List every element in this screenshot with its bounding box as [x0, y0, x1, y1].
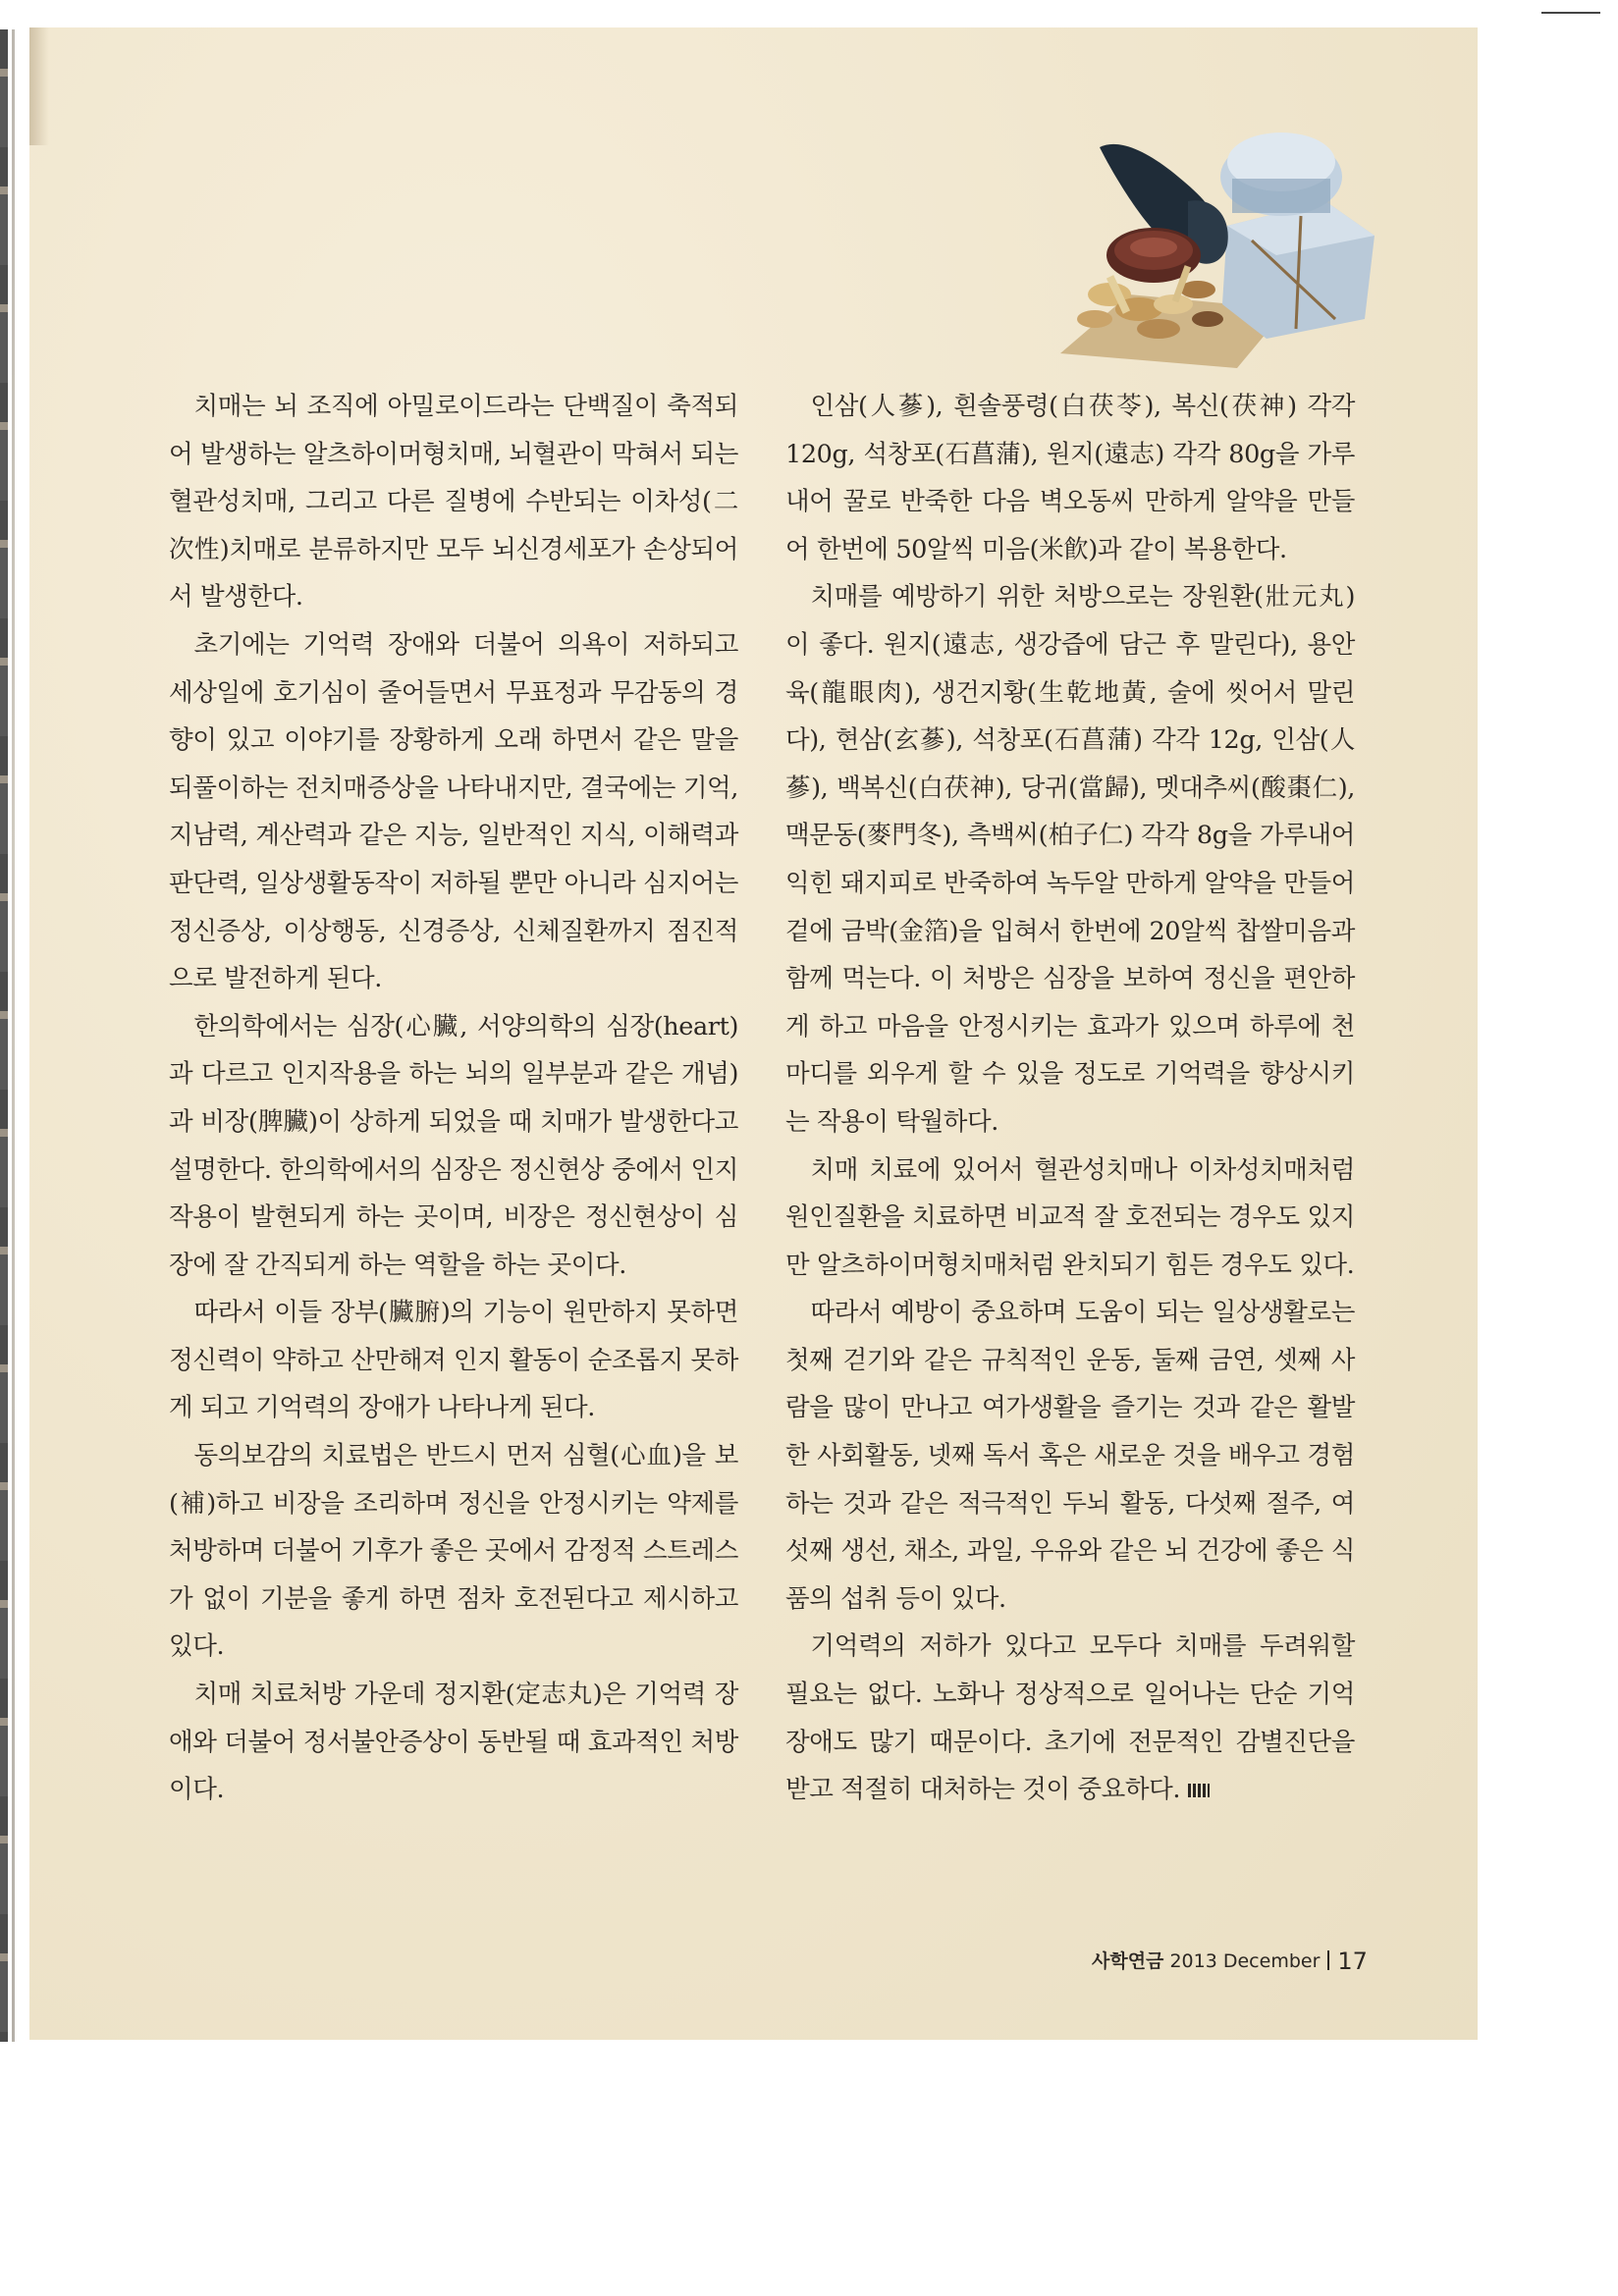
- scan-binding-shadow: [12, 29, 15, 2042]
- page-footer: [1092, 1947, 1368, 1975]
- paragraph: 치매는 뇌 조직에 아밀로이드라는 단백질이 축적되어 발생하는 알츠하이머형치매, 뇌혈관이 막혀서 되는 혈관성치매, 그리고 다른 질병에 수반되는 이차성(二次性)치매로 분류하지만 모두 뇌신경세포가 손상되어서 발생한다.: [169, 392, 738, 613]
- page-number: 17: [1337, 1948, 1368, 1975]
- article-right-column: [785, 383, 1355, 1814]
- paragraph-text: 기억력의 저하가 있다고 모두다 치매를 두려워할 필요는 없다. 노화나 정상적으로 일어나는 단순 기억장애도 많기 때문이다. 초기에 전문적인 감별진단을 받고 적절히 대처하는 것이 중요하다.: [785, 1631, 1355, 1805]
- paragraph: 치매 치료에 있어서 혈관성치매나 이차성치매처럼 원인질환을 치료하면 비교적 잘 호전되는 경우도 있지만 알츠하이머형치매처럼 완치되기 힘든 경우도 있다.: [785, 1154, 1355, 1280]
- footer-divider: [1327, 1950, 1329, 1970]
- paragraph: 동의보감의 치료법은 반드시 먼저 심혈(心血)을 보(補)하고 비장을 조리하며 정신을 안정시키는 약제를 처방하며 더불어 기후가 좋은 곳에서 감정적 스트레스가 없이 기분을 좋게 하면 점차 호전된다고 제시하고 있다.: [169, 1441, 738, 1662]
- herb-illustration: [1041, 108, 1394, 373]
- paragraph: 초기에는 기억력 장애와 더불어 의욕이 저하되고 세상일에 호기심이 줄어들면서 무표정과 무감동의 경향이 있고 이야기를 장황하게 오래 하면서 같은 말을 되풀이하는 전치매증상을 나타내지만, 결국에는 기억, 지남력, 계산력과 같은 지능, 일반적인 지식, 이해력과 판단력, 일상생활동작이 저하될 뿐만 아니라 심지어는 정신증상, 이상행동, 신경증상, 신체질환까지 점진적으로 발전하게 된다.: [169, 629, 738, 994]
- paragraph: 치매를 예방하기 위한 처방으로는 장원환(壯元丸)이 좋다. 원지(遠志, 생강즙에 담근 후 말린다), 용안육(龍眼肉), 생건지황(生乾地黃, 술에 씻어서 말린다), 현삼(玄蔘), 석창포(石菖蒲) 각각 12g, 인삼(人蔘), 백복신(白茯神), 당귀(當歸), 멧대추씨(酸棗仁), 맥문동(麥門冬), 측백씨(柏子仁) 각각 8g을 가루내어 익힌 돼지피로 반죽하여 녹두알 만하게 알약을 만들어 겉에 금박(金箔)을 입혀서 한번에 20알씩 찹쌀미음과 함께 먹는다. 이 처방은 심장을 보하여 정신을 편안하게 하고 마음을 안정시키는 효과가 있으며 하루에 천 마디를 외우게 할 수 있을 정도로 기억력을 향상시키는 작용이 탁월하다.: [785, 582, 1355, 1137]
- scan-corner-mark: [1541, 12, 1600, 14]
- magazine-name: 사학연금: [1092, 1950, 1164, 1972]
- paragraph: 따라서 이들 장부(臟腑)의 기능이 원만하지 못하면 정신력이 약하고 산만해져 인지 활동이 순조롭지 못하게 되고 기억력의 장애가 나타나게 된다.: [169, 1298, 738, 1423]
- paragraph: 따라서 예방이 중요하며 도움이 되는 일상생활로는 첫째 걷기와 같은 규칙적인 운동, 둘째 금연, 셋째 사람을 많이 만나고 여가생활을 즐기는 것과 같은 활발한 사회활동, 넷째 독서 혹은 새로운 것을 배우고 경험하는 것과 같은 적극적인 두뇌 활동, 다섯째 절주, 여섯째 생선, 채소, 과일, 우유와 같은 뇌 건강에 좋은 식품의 섭취 등이 있다.: [785, 1298, 1355, 1614]
- end-mark-icon: [1188, 1784, 1210, 1797]
- article-left-column: [169, 383, 738, 1814]
- paragraph: 인삼(人蔘), 흰솔풍령(白茯苓), 복신(茯神) 각각 120g, 석창포(石菖蒲), 원지(遠志) 각각 80g을 가루내어 꿀로 반죽한 다음 벽오동씨 만하게 알약을 만들어 한번에 50알씩 미음(米飮)과 같이 복용한다.: [785, 392, 1355, 564]
- issue-date: 2013 December: [1169, 1950, 1321, 1972]
- paragraph: 치매 치료처방 가운데 정지환(定志丸)은 기억력 장애와 더불어 정서불안증상이 동반될 때 효과적인 처방이다.: [169, 1680, 738, 1805]
- paragraph: 한의학에서는 심장(心臟, 서양의학의 심장(heart)과 다르고 인지작용을 하는 뇌의 일부분과 같은 개념)과 비장(脾臟)이 상하게 되었을 때 치매가 발생한다고 설명한다. 한의학에서의 심장은 정신현상 중에서 인지작용이 발현되게 하는 곳이며, 비장은 정신현상이 심장에 잘 간직되게 하는 역할을 하는 곳이다.: [169, 1011, 738, 1280]
- last-paragraph: [785, 1623, 1355, 1813]
- scan-binding-edge: [0, 29, 8, 2042]
- corner-shadow: [29, 27, 49, 145]
